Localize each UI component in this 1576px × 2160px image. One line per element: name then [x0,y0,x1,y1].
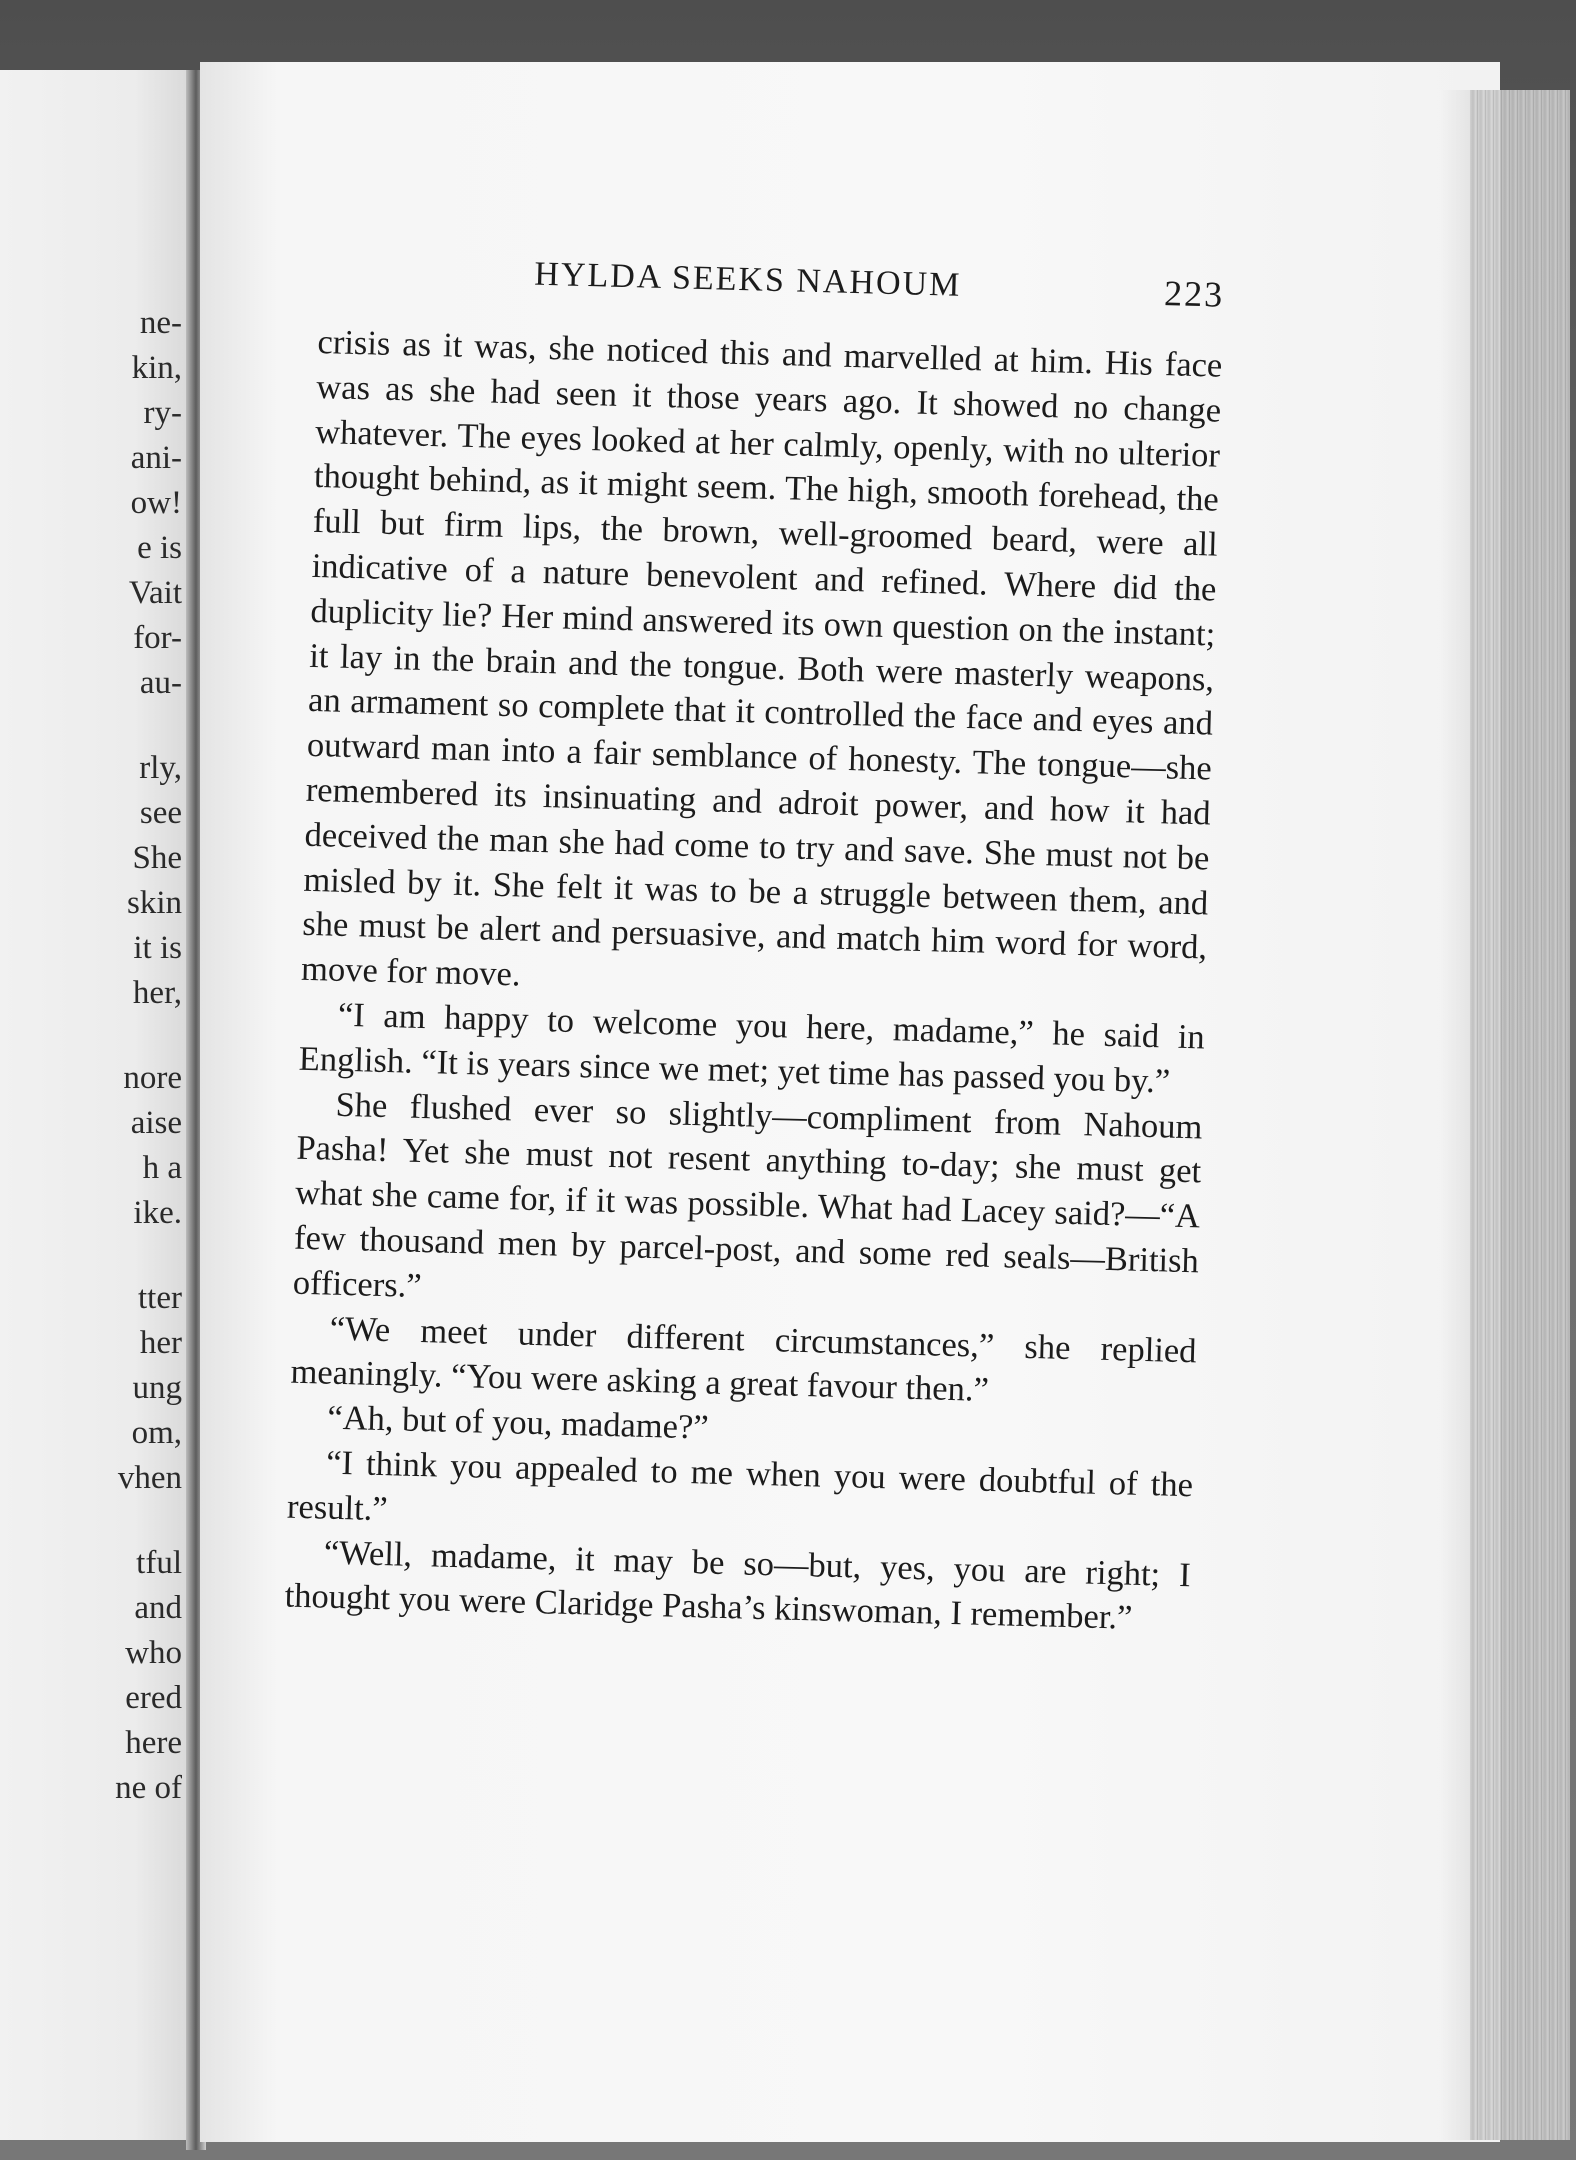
paragraph: “I think you appealed to me when you were doubtful of the result.” [286,1443,1194,1528]
left-fragment: e is [137,530,182,566]
left-fragment: She [132,840,182,876]
paragraph: She flushed ever so slightly—compliment from Nahoum Pasha! Yet she must not resent anything to-day; she must get what she came for, if it was possible. What had Lacey said?—“A few thousand men by parcel-post, and some red seals—British officers.” [292,1085,1203,1305]
left-fragment: ne of [115,1770,182,1806]
page-text-block [284,250,1225,1642]
left-fragment: nore [123,1060,182,1096]
left-fragment: here [125,1725,182,1761]
left-fragment: for- [133,620,182,656]
page-edges [1470,90,1570,2140]
left-fragment: who [125,1635,182,1671]
left-fragment: ani- [130,440,182,476]
left-fragment: her, [132,975,182,1011]
left-fragment: vhen [117,1460,182,1496]
left-fragment: ow! [130,485,182,521]
left-fragment: see [139,795,182,831]
page-number: 223 [1163,273,1225,315]
left-fragment: it is [133,930,182,966]
paragraph: crisis as it was, she noticed this and marvelled at him. His face was as she had seen it those years ago. It showed no change whatever. The eyes looked at her calmly, openly, with no ulterior thought behind, as it might seem. The high, smooth forehead, the full but firm lips, the brown, well-groomed beard, were all indicative of a nature benevolent and refined. Where did the duplicity lie? Her mind answered its own question on the instant; it lay in the brain and the tongue. Both were masterly weapons, an armament so complete that it controlled the face and eyes and outward man into a fair semblance of honesty. The tongue—she remembered its insinuating and adroit power, and how it had deceived the man she had come to try and save. She must not be misled by it. She felt it was to be a struggle between them, and she must be alert and persuasive, and match him word for word, move for move. [300,322,1223,994]
paragraph: “I am happy to welcome you here, madame,” he said in English. “It is years since we met; yet time has passed you by.” [298,995,1206,1101]
paragraph: “Well, madame, it may be so—but, yes, you are right; I thought you were Claridge Pasha’s kinswoman, I remember.” [284,1533,1192,1638]
left-fragment: rly, [139,750,182,786]
paragraph: “Ah, but of you, madame?” [326,1398,710,1447]
left-fragment: tful [136,1545,182,1581]
left-fragment: h a [142,1150,182,1186]
left-fragment: and [134,1590,182,1626]
left-fragment: her [139,1325,182,1361]
left-fragment: om, [131,1415,182,1451]
left-fragment: kin, [131,350,182,386]
left-fragment: ered [125,1680,182,1716]
paragraph: “We meet under different circumstances,” she replied meaningly. “You were asking a great favour then.” [290,1309,1197,1410]
running-title: HYLDA SEEKS NAHOUM [533,255,962,304]
left-fragment: ung [132,1370,182,1406]
left-page [0,70,192,2140]
left-fragment: skin [126,885,182,921]
left-fragment: ry- [143,395,182,431]
left-fragment: ike. [133,1195,182,1231]
left-fragment: ne- [139,305,182,341]
left-fragment: Vait [128,575,182,611]
left-fragment: aise [130,1105,182,1141]
left-fragment: au- [139,665,182,701]
left-fragment: tter [138,1280,182,1316]
